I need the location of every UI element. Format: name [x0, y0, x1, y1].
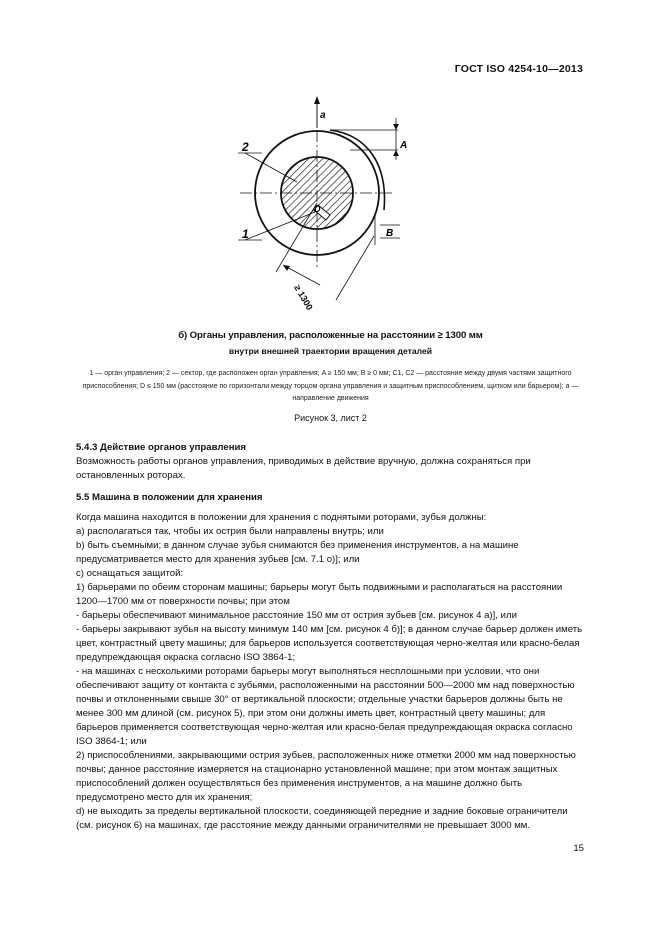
figure-caption-line2: внутри внешней траектории вращения деталей: [228, 346, 433, 356]
paragraph: 2) приспособлениями, закрывающими острия зубьев, расположенных ниже отметки 2000 мм над поверхностью почвы; данное расстояние измеряется на стационарно установленной машине; при этом монтаж защитных приспособлений должен осуществляться без применения инструментов, а на машине должно быть предусмотрено место для их хранения;: [76, 750, 576, 803]
figure-title: Рисунок 3, лист 2: [294, 413, 367, 423]
figure-caption-line1: б) Органы управления, расположенные на расстоянии ≥ 1300 мм: [178, 330, 483, 341]
paragraph: d) не выходить за пределы вертикальной плоскости, соединяющей передние и задние боковые ограничители (см. рисунок 6) на машинах, где расстояние между данными ограничителями не превышает 3000 мм.: [76, 806, 568, 831]
paragraph: - барьеры обеспечивают минимальное расстояние 150 мм от острия зубьев [см. рисунок 4 a)], или: [76, 610, 517, 621]
paragraph: Когда машина находится в положении для хранения с поднятыми роторами, зубья должны:: [76, 512, 487, 523]
section-title: 5.4.3 Действие органов управления: [76, 442, 246, 453]
label-A: A: [400, 140, 408, 151]
section-5-4-3: [76, 441, 585, 483]
leader-2: [245, 153, 297, 182]
paragraph: а) располагаться так, чтобы их острия были направлены внутрь; или: [76, 526, 384, 537]
figure-drawing: [0, 0, 661, 330]
label-1: 1: [242, 227, 249, 241]
label-a: a: [320, 110, 326, 121]
paragraph: Возможность работы органов управления, приводимых в действие вручную, должна сохраняться при остановленных роторах.: [76, 456, 531, 481]
paragraph: c) оснащаться защитой:: [76, 568, 184, 579]
section-5-5: [76, 491, 585, 833]
section-title: 5.5 Машина в положении для хранения: [76, 492, 263, 503]
paragraph: b) быть съемными; в данном случае зубья снимаются без применения инструментов, а на машине предусматривается место для хранения зубьев [см. 7.1 о)]; или: [76, 540, 519, 565]
label-distance: ≥ 1300: [292, 283, 315, 312]
figure-legend: 1 — орган управления; 2 — сектор, где расположен орган управления; A ≥ 150 мм; B ≥ 0 мм; C1, C2 — расстояние между двумя частями защитного приспособления; D ≤ 150 мм (расстояние по горизонтали между торцом органа управления и защитным приспособлением, щитком или барьером); a — направление движения: [82, 370, 579, 402]
label-D: D: [314, 204, 321, 214]
paragraph: - на машинах с несколькими роторами барьеры могут выполняться несплошными при условии, что они обеспечивают защиту от контакта с зубьями, расположенными на расстоянии 500—2000 мм над поверхностью почвы и отклоненными свыше 30° от вертикальной плоскости; отдельные участки барьеров должны быть не менее 300 мм длиной (см. рисунок 5), при этом они должны иметь цвет, контрастный цвету машины; для барьеров применяется соответствующая черно-желтая или красно-белая предупреждающая окраска согласно ISO 3864-1; или: [76, 666, 575, 747]
label-B: B: [386, 228, 394, 239]
paragraph: - барьеры закрывают зубья на высоту минимум 140 мм [см. рисунок 4 б)]; в данном случае барьер должен иметь цвет, контрастный цвету машины; для барьеров используется соответствующая черно-желтая или красно-белая предупреждающая окраска согласно ISO 3864-1;: [76, 624, 583, 663]
page-number: 15: [573, 843, 584, 854]
document-header: ГОСТ ISO 4254-10—2013: [454, 63, 583, 75]
label-2: 2: [242, 140, 249, 154]
paragraph: 1) барьерами по обеим сторонам машины; барьеры могут быть подвижными и располагаться на расстоянии 1200—1700 мм от поверхности почвы; при этом: [76, 582, 563, 607]
